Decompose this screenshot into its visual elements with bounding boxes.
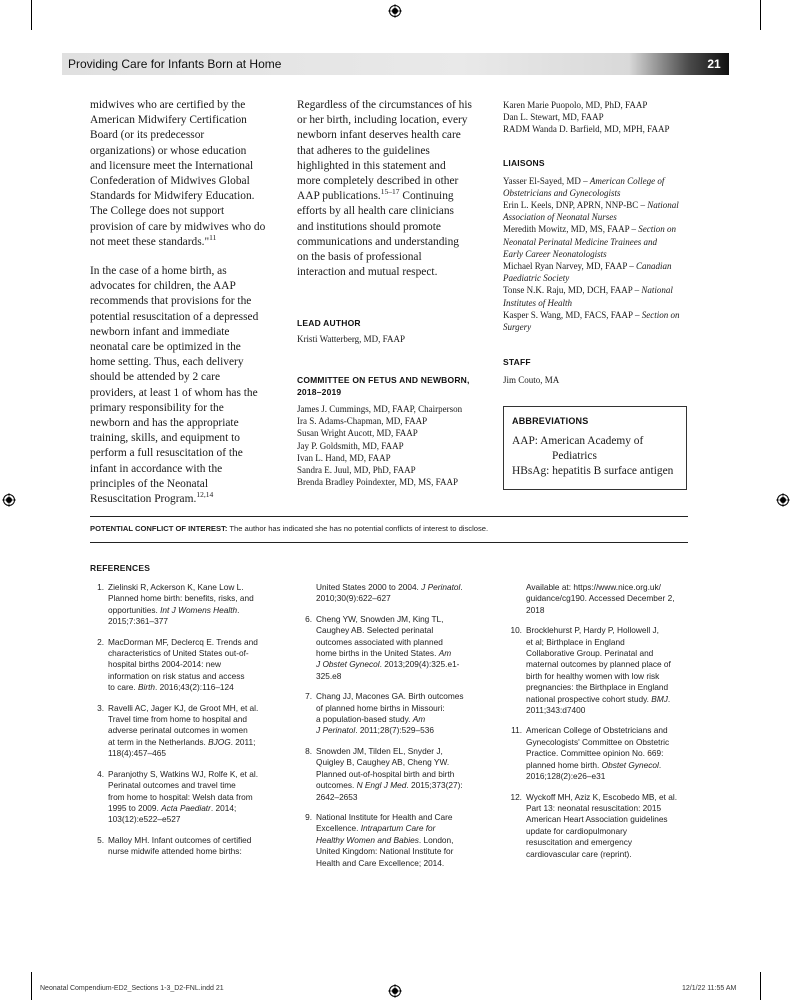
reference-item — [298, 812, 498, 869]
reference-number: 8. — [305, 745, 312, 756]
liaison-organization: Section on — [638, 224, 677, 235]
text-line: or her birth, including location, every — [297, 114, 468, 127]
reference-item — [90, 637, 290, 694]
liaison-line — [503, 248, 703, 260]
liaison-organization: Neonatal Perinatal Medicine Trainees and — [503, 236, 657, 247]
reference-item — [298, 746, 498, 803]
list-item: Dan L. Stewart, MD, FAAP — [503, 112, 604, 123]
liaison-line — [503, 321, 703, 333]
body-column-2 — [297, 98, 492, 294]
conflict-of-interest — [90, 524, 488, 533]
text-line: Standards for Midwifery Education. — [90, 190, 255, 203]
crop-mark — [31, 0, 32, 30]
text-line: efforts by all health care clinicians — [297, 205, 454, 218]
list-item: Sandra E. Juul, MD, PhD, FAAP — [297, 465, 416, 476]
liaison-organization: Paediatric Society — [503, 273, 570, 284]
text-line: principles of the Neonatal — [90, 477, 208, 490]
page-number: 21 — [707, 57, 721, 71]
liaison-organization: Institutes of Health — [503, 297, 572, 308]
committee-section — [297, 375, 497, 488]
text-line: primary responsibility for the — [90, 401, 224, 414]
text-line: American Midwifery Certification — [90, 114, 247, 127]
liaison-line — [503, 223, 703, 235]
reference-number: 11. — [511, 725, 522, 736]
staff-name: Jim Couto, MA — [503, 375, 560, 386]
liaison-line — [503, 284, 703, 296]
list-item: Ira S. Adams-Chapman, MD, FAAP — [297, 416, 428, 427]
reference-item — [90, 769, 290, 826]
section-heading: STAFF — [503, 357, 531, 368]
text-line: infant in accordance with the — [90, 462, 223, 475]
text-line: more completely described in other — [297, 175, 459, 188]
list-item: RADM Wanda D. Barfield, MD, MPH, FAAP — [503, 124, 670, 135]
registration-mark-icon — [2, 493, 16, 507]
liaison-name: Michael Ryan Narvey, MD, FAAP – — [503, 261, 637, 272]
reference-text: MacDorman MF, Declercq E. Trends and characteristics of United States out-of- hospital births 2004-2014: new information on risk status and access to care. Birth. 2016;43(2):116–124 — [108, 636, 258, 693]
text-lines — [297, 99, 472, 278]
paragraph — [90, 264, 285, 507]
footer-slug-left: Neonatal Compendium-ED2_Sections 1-3_D2-FNL.indd 21 — [40, 985, 224, 992]
liaison-line — [503, 309, 703, 321]
running-header-title: Providing Care for Infants Born at Home — [68, 57, 282, 71]
liaisons-list — [503, 175, 703, 334]
list-item: Karen Marie Puopolo, MD, PhD, FAAP — [503, 100, 648, 110]
text-line: newborn and has the appropriate — [90, 417, 239, 430]
reference-text: United States 2000 to 2004. J Perinatol. 2010;30(9):622–627 — [316, 582, 463, 604]
liaison-organization: Early Career Neonatologists — [503, 248, 607, 259]
reference-number: 3. — [97, 702, 104, 713]
reference-number: 1. — [97, 582, 104, 592]
reference-item — [508, 792, 708, 860]
text-line: should be attended by 2 care — [90, 371, 220, 384]
liaison-line — [503, 260, 703, 272]
reference-number: 12. — [510, 791, 522, 802]
reference-item — [90, 582, 290, 628]
conflict-text: The author has indicated she has no potential conflicts of interest to disclose. — [227, 524, 489, 533]
text-line: Continuing — [399, 190, 454, 203]
liaison-line — [503, 199, 703, 211]
body-column-1 — [90, 98, 285, 521]
liaison-name: Kasper S. Wang, MD, FACS, FAAP – — [503, 309, 642, 320]
reference-item — [508, 725, 708, 782]
section-heading: LEAD AUTHOR — [297, 318, 361, 328]
body-column-3 — [503, 99, 703, 386]
liaison-organization: Canadian — [636, 261, 672, 272]
text-line: Resuscitation Program. — [90, 493, 197, 506]
reference-text: National Institute for Health and Care Excellence. Intrapartum Care for Healthy Women and Babies. London, United Kingdom: National Institute for Health and Care Excellence; 2014. — [316, 811, 454, 868]
text-line: training, skills, and equipment to — [90, 432, 240, 445]
registration-mark-icon — [388, 4, 402, 18]
reference-number: 2. — [97, 636, 104, 647]
text-line: In the case of a home birth, as — [90, 265, 227, 278]
references-column-2 — [298, 582, 498, 878]
reference-text: Cheng YW, Snowden JM, King TL, Caughey AB. Selected perinatal outcomes associated with planned home births in the United States. Am J Obstet Gynecol. 2013;209(4):325.e1- 325.e8 — [316, 613, 460, 681]
text-line: highlighted in this statement and — [297, 159, 446, 172]
text-line: on the basis of professional — [297, 251, 422, 264]
text-line: provision of care by midwives who do — [90, 220, 266, 233]
reference-number: 10. — [510, 625, 522, 636]
reference-text: Zielinski R, Ackerson K, Kane Low L. Planned home birth: benefits, risks, and opportunities. Int J Womens Health. 2015;7:361–377 — [108, 582, 254, 627]
reference-text: Malloy MH. Infant outcomes of certified nurse midwife attended home births: — [108, 834, 252, 857]
abbreviations-list — [512, 434, 673, 479]
liaison-organization: Surgery — [503, 322, 532, 333]
text-lines — [90, 265, 258, 505]
paragraph — [90, 98, 285, 250]
divider — [90, 542, 688, 543]
registration-mark-icon — [388, 984, 402, 998]
reference-number: 4. — [97, 768, 104, 779]
text-line: The College does not support — [90, 205, 225, 218]
references-column-3 — [508, 582, 708, 869]
text-line: midwives who are certified by the — [90, 99, 246, 111]
liaison-name: Tonse N.K. Raju, MD, DCH, FAAP – — [503, 285, 642, 296]
reference-text: Available at: https://www.nice.org.uk/ guidance/cg190. Accessed December 2, 2018 — [526, 582, 675, 615]
text-line: Regardless of the circumstances of his — [297, 99, 472, 111]
crop-mark — [760, 0, 761, 30]
list-item: James J. Cummings, MD, FAAP, Chairperson — [297, 404, 463, 414]
reference-number: 7. — [305, 691, 312, 702]
citation-superscript: 12,14 — [196, 490, 214, 500]
text-line: providers, at least 1 of whom has the — [90, 386, 258, 399]
text-line: that adheres to the guidelines — [297, 144, 430, 157]
text-line: newborn infant deserves health care — [297, 129, 461, 142]
crop-mark — [31, 972, 32, 1000]
abbreviation-item: Pediatrics — [552, 450, 597, 462]
paragraph — [297, 98, 492, 280]
text-line: and institutions should promote — [297, 220, 441, 233]
liaison-line — [503, 211, 703, 223]
abbreviation-item: AAP: American Academy of — [512, 435, 644, 447]
divider — [90, 516, 688, 517]
text-line: advocates for children, the AAP — [90, 280, 236, 293]
liaison-name: Erin L. Keels, DNP, APRN, NNP-BC – — [503, 200, 648, 211]
reference-item — [298, 614, 498, 682]
reference-item — [298, 582, 498, 605]
reference-text: Brocklehurst P, Hardy P, Hollowell J, et al; Birthplace in England Collaborative Group. Perinatal and maternal outcomes by planned place of birth for healthy women with low risk pregnancies: the Birthplace in England national prospective cohort study. BMJ. 2011;343:d7400 — [526, 625, 671, 716]
liaison-line — [503, 175, 703, 187]
section-heading: LIAISONS — [503, 157, 545, 168]
reference-item — [298, 691, 498, 737]
text-line: recommends that provisions for the — [90, 295, 252, 308]
reference-text: Snowden JM, Tilden EL, Snyder J, Quigley B, Caughey AB, Cheng YW. Planned out-of-hospital birth and birth outcomes. N Engl J Med. 2015;373(27): 2642–2653 — [316, 745, 463, 802]
text-line: AAP publications. — [297, 190, 381, 203]
text-line: not meet these standards." — [90, 235, 210, 248]
registration-mark-icon — [776, 493, 790, 507]
liaison-organization: Obstetricians and Gynecologists — [503, 187, 621, 198]
reference-text: Ravelli AC, Jager KJ, de Groot MH, et al. Travel time from home to hospital and adverse perinatal outcomes in women at term in the Netherlands. BJOG. 2011; 118(4):457–465 — [108, 702, 259, 759]
list-item: Jay P. Goldsmith, MD, FAAP — [297, 440, 404, 451]
liaison-line — [503, 236, 703, 248]
text-line: neonatal care be optimized in the — [90, 341, 241, 354]
text-line: Board (or its predecessor — [90, 129, 205, 142]
reference-number: 9. — [305, 811, 312, 822]
text-line: Confederation of Midwives Global — [90, 175, 250, 188]
liaison-line — [503, 187, 703, 199]
liaison-name: Meredith Mowitz, MD, MS, FAAP – — [503, 224, 639, 235]
reference-item — [508, 625, 708, 716]
abbreviation-item: HBsAg: hepatitis B surface antigen — [512, 465, 674, 477]
reference-number: 6. — [305, 613, 312, 624]
text-line: perform a full resuscitation of the — [90, 447, 243, 460]
conflict-label: POTENTIAL CONFLICT OF INTEREST: — [90, 524, 228, 533]
reference-text: Wyckoff MH, Aziz K, Escobedo MB, et al. Part 13: neonatal resuscitation: 2015 American Heart Association guidelines update for cardiopulmonary resuscitation and emergency cardiovascular care (reprint). — [526, 791, 678, 859]
citation-superscript: 15–17 — [380, 187, 400, 197]
text-line: potential resuscitation of a depressed — [90, 310, 259, 323]
text-line: home setting. Thus, each delivery — [90, 356, 244, 369]
liaison-organization: National — [647, 200, 679, 211]
liaison-name: Yasser El-Sayed, MD – — [503, 175, 590, 186]
crop-mark — [760, 972, 761, 1000]
reference-item — [90, 835, 290, 858]
list-item: Susan Wright Aucott, MD, FAAP — [297, 428, 418, 439]
list-item: Brenda Bradley Poindexter, MD, MS, FAAP — [297, 477, 458, 488]
reference-text: Chang JJ, Macones GA. Birth outcomes of planned home births in Missouri: a population-based study. Am J Perinatol. 2011;28(7):529–536 — [316, 691, 464, 736]
list-item: Ivan L. Hand, MD, FAAP — [297, 452, 391, 463]
liaison-organization: Section on — [641, 309, 680, 320]
reference-item — [508, 582, 708, 616]
section-heading: 2018–2019 — [297, 387, 342, 397]
lead-author-name: Kristi Watterberg, MD, FAAP — [297, 334, 406, 344]
section-heading: COMMITTEE ON FETUS AND NEWBORN, — [297, 375, 470, 385]
abbreviations-box — [503, 406, 687, 490]
text-line: interaction and mutual respect. — [297, 266, 438, 279]
liaison-line — [503, 272, 703, 284]
text-line: and licensure meet the International — [90, 159, 254, 172]
reference-text: American College of Obstetricians and Gynecologists' Committee on Obstetric Practice. Committee opinion No. 669: planned home birth. Obstet Gynecol. 2016;128(2):e26–e31 — [526, 725, 670, 782]
references-heading: REFERENCES — [90, 563, 151, 573]
liaison-line — [503, 297, 703, 309]
text-line: communications and understanding — [297, 235, 459, 248]
reference-item — [90, 703, 290, 760]
liaison-organization: National — [641, 285, 673, 296]
committee-list-continued — [503, 99, 703, 136]
abbreviations-heading: ABBREVIATIONS — [512, 416, 589, 426]
text-lines — [90, 99, 265, 248]
footer-slug-right: 12/1/22 11:55 AM — [682, 985, 737, 992]
lead-author-section — [297, 318, 497, 345]
references-column-1 — [90, 582, 290, 867]
liaison-organization: Association of Neonatal Nurses — [503, 212, 617, 223]
citation-superscript: 11 — [209, 233, 217, 243]
reference-text: Paranjothy S, Watkins WJ, Rolfe K, et al. Perinatal outcomes and travel time from home to hospital: Welsh data from 1995 to 2009. Acta Paediatr. 2014; 103(12):e522–e527 — [108, 768, 259, 825]
reference-number: 5. — [97, 834, 104, 845]
committee-list — [297, 403, 497, 488]
liaison-organization: American College of — [589, 175, 665, 186]
text-line: newborn infant and immediate — [90, 325, 230, 338]
text-line: organizations) or whose education — [90, 144, 247, 157]
